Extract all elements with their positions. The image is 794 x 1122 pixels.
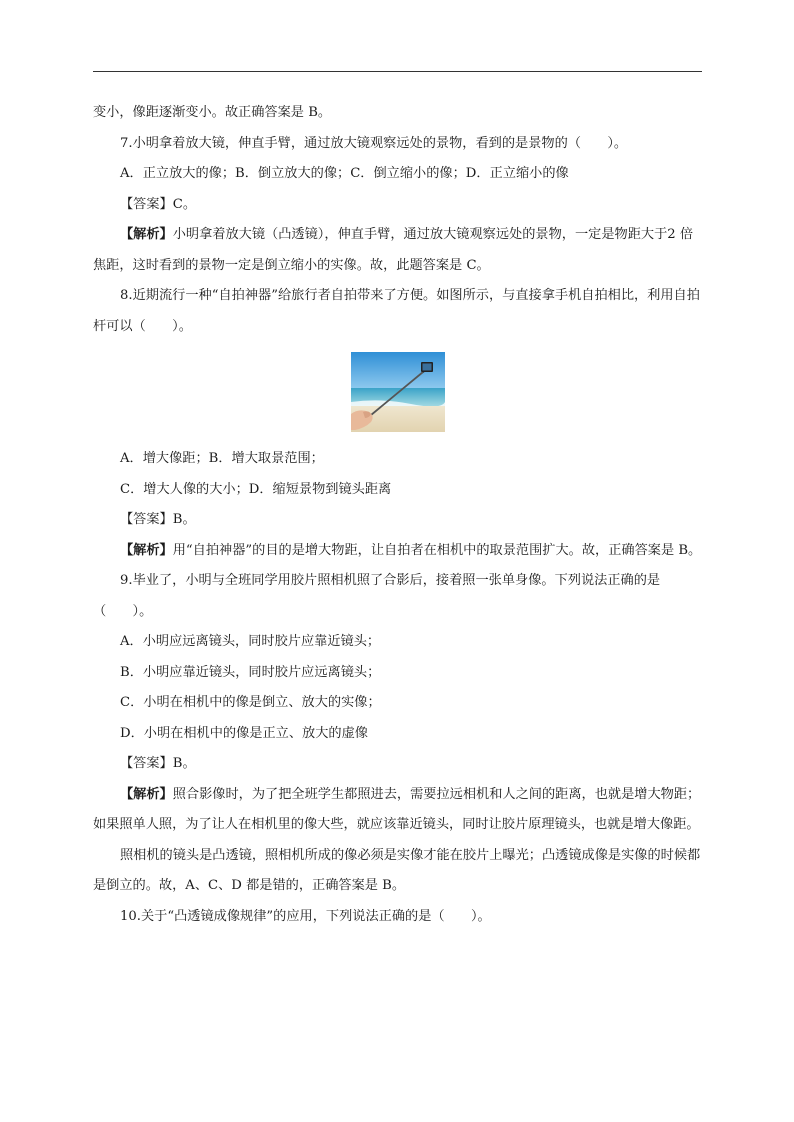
selfie-stick-figure [93,344,702,440]
q7-stem: 7.小明拿着放大镜，伸直手臂，通过放大镜观察远处的景物，看到的是景物的（ ）。 [120,135,628,151]
continued-text: 变小，像距逐渐变小。故正确答案是 B。 [93,105,332,120]
q8-analysis [93,536,702,567]
header-rule [93,71,702,72]
analysis-tag: 【解析】 [120,542,173,558]
analysis-tag: 【解析】 [120,227,173,242]
q8-options-2: C．增大人像的大小；D．缩短景物到镜头距离 [120,481,392,497]
q7-analysis [93,220,702,281]
q7-analysis-text: 小明拿着放大镜（凸透镜），伸直手臂，通过放大镜观察远处的景物，一定是物距大于2 倍焦距，这时看到的景物一定是倒立缩小的实像。故，此题答案是 C。 [93,227,694,273]
q9-stem: 9.毕业了，小明与全班同学用胶片照相机照了合影后，接着照一张单身像。下列说法正确的是（ ）。 [93,573,661,619]
q9-analysis [93,780,702,841]
document-body [93,98,702,932]
q9-answer: 【答案】B。 [120,756,196,771]
q9-analysis-text: 照合影像时，为了把全班学生都照进去，需要拉远相机和人之间的距离，也就是增大物距；如果照单人照，为了让人在相机里的像大些，就应该靠近镜头，同时让胶片原理镜头，也就是增大像距。 [93,786,701,832]
q9-analysis-2: 照相机的镜头是凸透镜，照相机所成的像必须是实像才能在胶片上曝光；凸透镜成像是实像的时候都是倒立的。故，A、C、D 都是错的，正确答案是 B。 [93,847,701,893]
q9-option-a: A．小明应远离镜头，同时胶片应靠近镜头； [120,634,381,649]
q9-option-d: D．小明在相机中的像是正立、放大的虚像 [120,725,368,741]
q8-stem: 8.近期流行一种“自拍神器”给旅行者自拍带来了方便。如图所示，与直接拿手机自拍相比，利用自拍杆可以（ ）。 [93,288,700,334]
q9-option-b: B．小明应靠近镜头，同时胶片应远离镜头； [120,664,381,680]
q10-stem: 10.关于“凸透镜成像规律”的应用，下列说法正确的是（ ）。 [120,908,491,924]
q7-answer: 【答案】C。 [120,196,197,212]
q8-answer: 【答案】B。 [120,512,196,527]
q7-options: A．正立放大的像；B．倒立放大的像；C．倒立缩小的像；D．正立缩小的像 [120,166,569,181]
q8-analysis-text: 用“自拍神器”的目的是增大物距，让自拍者在相机中的取景范围扩大。故，正确答案是 B。 [172,542,702,558]
analysis-tag: 【解析】 [120,786,173,802]
selfie-stick-photo [351,352,445,432]
q9-option-c: C．小明在相机中的像是倒立、放大的实像； [120,695,381,710]
q8-options-1: A．增大像距；B．增大取景范围； [120,451,324,466]
